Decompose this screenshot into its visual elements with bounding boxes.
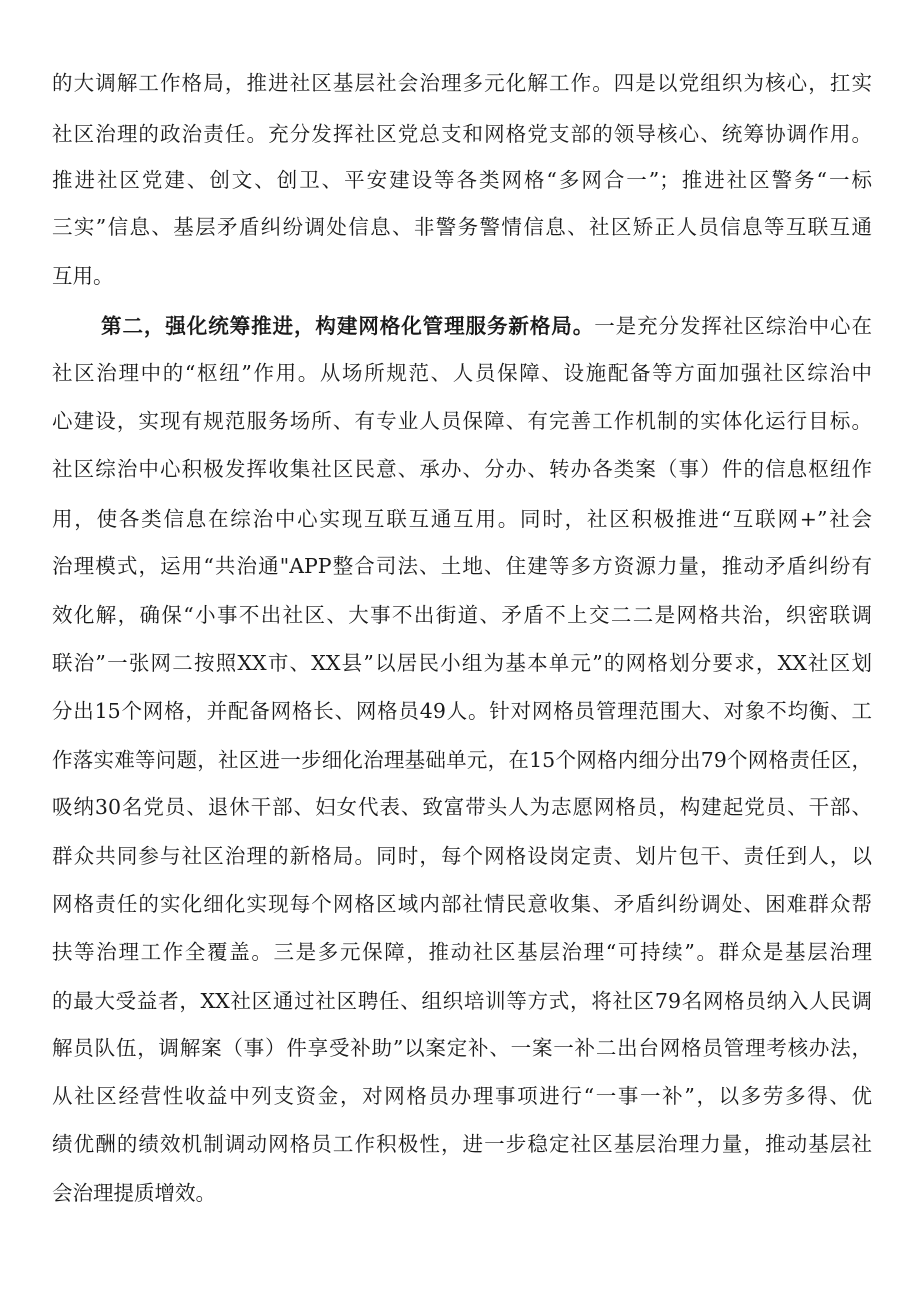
- text-span: 一是充分发挥社区综治中心在: [594, 314, 872, 338]
- text-line: 扶等治理工作全覆盖。三是多元保障，推动社区基层治理“可持续”。群众是基层治理: [52, 940, 872, 964]
- text-line: 的大调解工作格局，推进社区基层社会治理多元化解工作。四是以党组织为核心，扛实: [52, 71, 872, 95]
- text-line: 网格责任的实化细化实现每个网格区域内部社情民意收集、矛盾纠纷调处、困难群众帮: [52, 892, 872, 916]
- text-line: 联治”一张网二按照XX市、XX县”以居民小组为基本单元”的网格划分要求，XX社区划: [52, 651, 872, 675]
- text-line: 从社区经营性收益中列支资金，对网格员办理事项进行“一事一补”，以多劳多得、优: [52, 1084, 872, 1108]
- text-line: 治理模式，运用“共治通"APP整合司法、土地、住建等多方资源力量，推动矛盾纠纷有: [52, 554, 872, 578]
- text-line: 绩优酬的绩效机制调动网格员工作积极性，进一步稳定社区基层治理力量，推动基层社: [52, 1132, 872, 1156]
- text-line: 心建设，实现有规范服务场所、有专业人员保障、有完善工作机制的实体化运行目标。: [52, 409, 872, 433]
- text-line: 三实”信息、基层矛盾纠纷调处信息、非警务警情信息、社区矫正人员信息等互联互通: [52, 215, 872, 239]
- text-line: 会治理提质增效。: [52, 1181, 216, 1205]
- text-line: 效化解，确保“小事不出社区、大事不出街道、矛盾不上交二二是网格共治，织密联调: [52, 603, 872, 627]
- text-line: 社区治理的政治责任。充分发挥社区党总支和网格党支部的领导核心、统筹协调作用。: [52, 122, 872, 146]
- section-heading: 第二，强化统筹推进，构建网格化管理服务新格局。: [101, 314, 595, 338]
- text-line: 群众共同参与社区治理的新格局。同时，每个网格设岗定责、划片包干、责任到人，以: [52, 844, 872, 868]
- text-line: 吸纳30名党员、退休干部、妇女代表、致富带头人为志愿网格员，构建起党员、干部、: [52, 795, 872, 819]
- text-line: [101, 309, 872, 343]
- text-line: 社区综治中心积极发挥收集社区民意、承办、分办、转办各类案（事）件的信息枢纽作: [52, 457, 872, 481]
- text-line: 作落实难等问题，社区进一步细化治理基础单元，在15个网格内细分出79个网格责任区，: [52, 748, 872, 772]
- text-line: 用，使各类信息在综治中心实现互联互通互用。同时，社区积极推进“互联网+”社会: [52, 507, 872, 531]
- text-line: 的最大受益者，XX社区通过社区聘任、组织培训等方式，将社区79名网格员纳入人民调: [52, 989, 872, 1013]
- text-line: 分出15个网格，并配备网格长、网格员49人。针对网格员管理范围大、对象不均衡、工: [52, 699, 872, 723]
- text-line: 社区治理中的“枢纽”作用。从场所规范、人员保障、设施配备等方面加强社区综治中: [52, 361, 872, 385]
- text-line: 解员队伍，调解案（事）件享受补助”以案定补、一案一补二出台网格员管理考核办法，: [52, 1036, 872, 1060]
- text-line: 推进社区党建、创文、创卫、平安建设等各类网格“多网合一”；推进社区警务“一标: [52, 168, 872, 192]
- text-line: 互用。: [52, 264, 114, 288]
